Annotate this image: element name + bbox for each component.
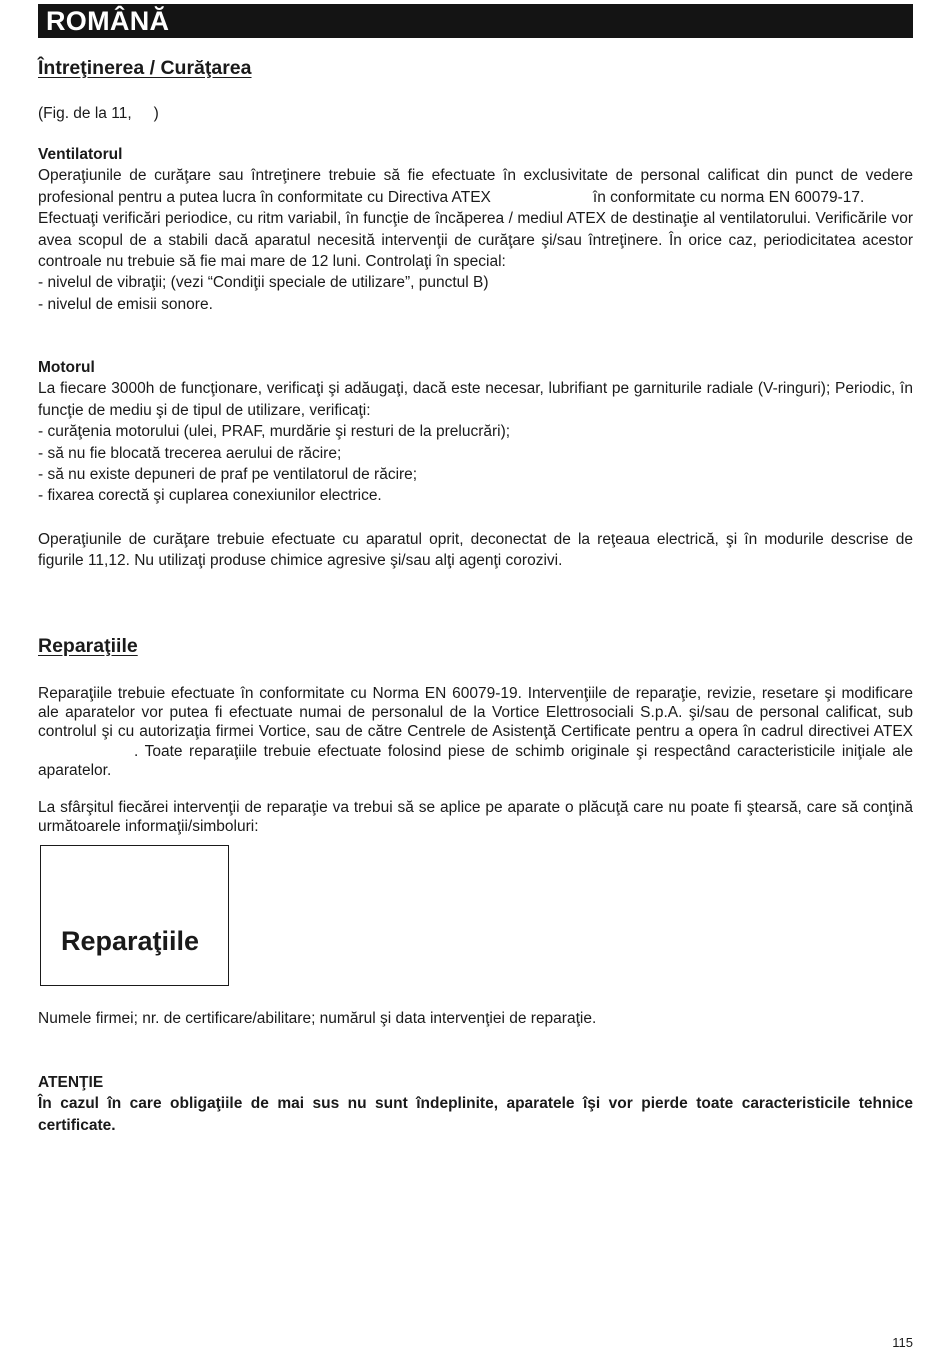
- repair-plate: [40, 845, 229, 986]
- repairs-text-1a: Reparaţiile trebuie efectuate în conformitate cu Norma EN 60079-19. Intervenţiile de reparaţie, revizie, resetare şi modificare ale aparatelor vor putea fi efectuate numai de personalul de la Vortice Elettrosociali S.p.A. şi/sau de personal calificat, sub controlul şi cu autorizaţia firmei Vortice, sau de către Centrele de Asistenţă Certificate pentru a opera în cadrul directivei ATEX: [38, 685, 913, 741]
- fan-text-2: Efectuaţi verificări periodice, cu ritm variabil, în funcţie de încăperea / mediul ATEX de destinaţie al ventilatorului. Verificările vor avea scopul de a stabili dacă aparatul necesită intervenţii de curăţare şi/sau întreţinere. În orice caz, periodicitatea acestor controale nu trebuie să fie mai mare de 12 luni. Controlaţi în special:: [38, 210, 913, 271]
- fan-section: [38, 144, 913, 315]
- page-number: 115: [892, 1335, 913, 1350]
- repairs-text-2: La sfârşitul fiecărei intervenţii de reparaţie va trebui să se aplice pe aparate o plăcuţă care nu poate fi ştearsă, care să conţină următoarele informaţii/simboluri:: [38, 799, 913, 836]
- figure-reference-start: (Fig. de la 11,: [38, 105, 132, 122]
- repairs-text-1: [38, 684, 913, 780]
- motor-item: - să nu existe depuneri de praf pe ventilatorul de răcire;: [38, 466, 418, 484]
- repairs-title: Reparaţiile: [38, 635, 138, 657]
- motor-text: La fiecare 3000h de funcţionare, verificaţi şi adăugaţi, dacă este necesar, lubrifiant pe garniturile radiale (V-ringuri); Periodic, în funcţie de mediu şi de tipul de utilizare, verificaţi:: [38, 380, 913, 419]
- fan-heading: Ventilatorul: [38, 146, 123, 163]
- motor-item: - fixarea corectă şi cuplarea conexiunilor electrice.: [38, 487, 382, 505]
- maintenance-title: Întreţinerea / Curăţarea: [38, 57, 252, 79]
- fan-item: - nivelul de emisii sonore.: [38, 295, 213, 313]
- language-banner: ROMÂNĂ: [38, 4, 913, 38]
- motor-heading: Motorul: [38, 359, 95, 376]
- motor-item: - curăţenia motorului (ulei, PRAF, murdărie şi resturi de la prelucrări);: [38, 423, 511, 441]
- motor-section: [38, 357, 913, 507]
- cleaning-note: Operaţiunile de curăţare trebuie efectuate cu aparatul oprit, deconectat de la reţeaua electrică, şi în modurile descrise de figurile 11,12. Nu utilizaţi produse chimice agresive şi/sau alţi agenţi corozivi.: [38, 531, 913, 570]
- fan-text-1a: Operaţiunile de curăţare sau întreţinere trebuie să fie efectuate în exclusivitate de personal calificat din punct de vedere profesional pentru a putea lucra în conformitate cu Directiva ATEX: [38, 167, 913, 206]
- fan-text-1b: în conformitate cu norma EN 60079-17.: [592, 188, 865, 206]
- plate-caption: Numele firmei; nr. de certificare/abilitare; numărul şi data intervenţiei de reparaţie.: [38, 1010, 597, 1027]
- figure-reference-end: ): [153, 105, 159, 122]
- warning-section: [38, 1072, 913, 1136]
- fan-item: - nivelul de vibraţii; (vezi “Condiţii speciale de utilizare”, punctul B): [38, 274, 489, 292]
- warning-text: În cazul în care obligaţiile de mai sus nu sunt îndeplinite, aparatele îşi vor pierde toate caracteristicile tehnice certificate.: [38, 1095, 913, 1134]
- figure-reference: [38, 103, 913, 124]
- repairs-text-1b: . Toate reparaţiile trebuie efectuate folosind piese de schimb originale şi respectând caracteristicile iniţiale ale aparatelor.: [38, 742, 913, 779]
- warning-heading: ATENŢIE: [38, 1074, 104, 1091]
- motor-item: - să nu fie blocată trecerea aerului de răcire;: [38, 444, 342, 462]
- repair-plate-label: Reparaţiile: [61, 926, 200, 956]
